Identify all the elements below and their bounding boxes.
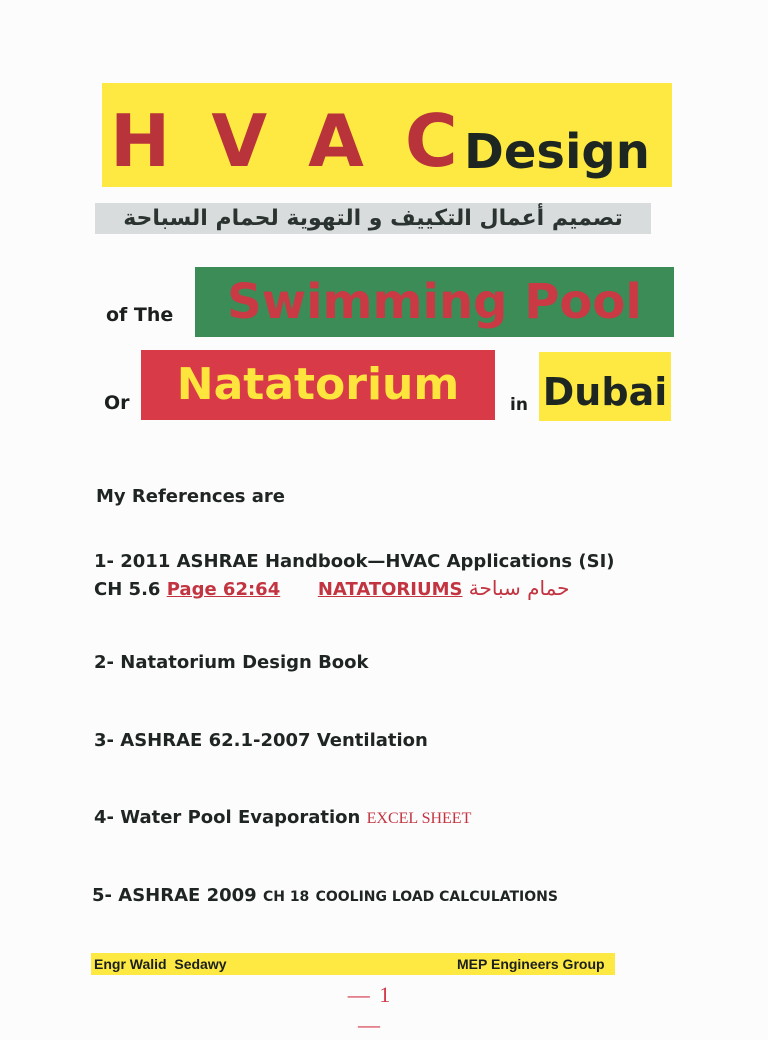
footer-author: Engr Walid Sedawy	[94, 956, 227, 972]
title-hvac: H V A C	[110, 99, 466, 183]
reference-5-chapter: CH 18	[262, 889, 310, 905]
page-number: — 1 —	[347, 982, 393, 1037]
title-design: Design	[464, 124, 650, 180]
reference-1-natatoriums-link[interactable]: NATATORIUMS	[317, 579, 463, 600]
reference-5	[92, 883, 558, 910]
reference-1-detail	[94, 575, 570, 603]
dubai-label: Dubai	[542, 370, 668, 414]
reference-5-text: 5- ASHRAE 2009	[92, 885, 257, 906]
in-label: in	[510, 395, 528, 415]
footer-group: MEP Engineers Group	[457, 956, 605, 972]
swimming-pool-label: Swimming Pool	[227, 274, 642, 330]
reference-1-arabic: حمام سباحة	[468, 576, 570, 600]
reference-4-note: EXCEL SHEET	[366, 810, 472, 827]
reference-1-title: 1- 2011 ASHRAE Handbook—HVAC Applications (SI)	[94, 551, 615, 572]
of-the-label: of The	[106, 304, 174, 326]
reference-2: 2- Natatorium Design Book	[94, 652, 369, 673]
natatorium-label: Natatorium	[176, 359, 460, 410]
arabic-title: تصميم أعمال التكييف و التهوية لحمام السباحة	[123, 206, 623, 231]
reference-4-text: 4- Water Pool Evaporation	[94, 807, 361, 828]
reference-4	[94, 805, 471, 832]
reference-1-page-link[interactable]: Page 62:64	[166, 579, 281, 600]
references-heading: My References are	[96, 486, 286, 507]
reference-3: 3- ASHRAE 62.1-2007 Ventilation	[94, 730, 428, 751]
reference-1-chapter: CH 5.6	[94, 579, 161, 600]
reference-5-note: COOLING LOAD CALCULATIONS	[315, 889, 558, 905]
or-label: Or	[104, 392, 130, 414]
